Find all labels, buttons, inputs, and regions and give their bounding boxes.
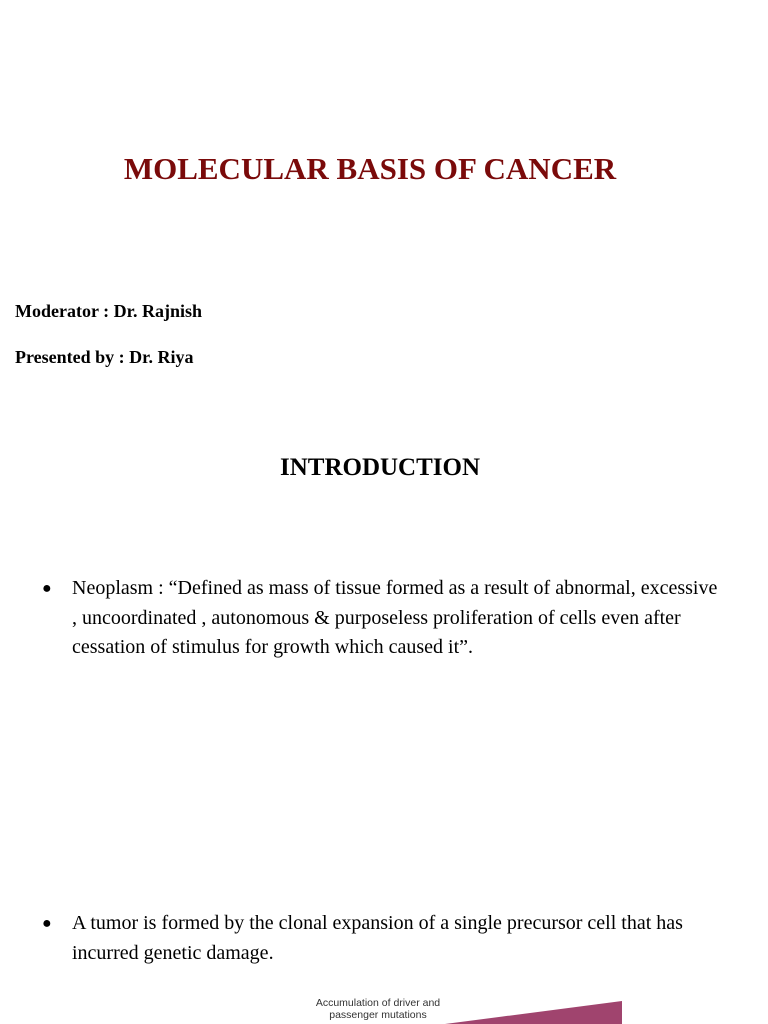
figure-caption — [298, 997, 458, 1021]
bullet-text: Neoplasm : “Defined as mass of tissue formed as a result of abnormal, excessive , uncoordinated , autonomous & purposeless proliferation of cells even after cessation of stimulus for growth which caused it”. — [72, 577, 718, 658]
presenter-credit: Presented by : Dr. Riya — [15, 347, 194, 367]
bullet-item-neoplasm — [42, 574, 722, 663]
bullet-dot-icon: ● — [42, 915, 52, 932]
figure-caption-line2: passenger mutations — [329, 1009, 427, 1021]
page-title: MOLECULAR BASIS OF CANCER — [123, 151, 617, 186]
figure-caption-line1: Accumulation of driver and — [315, 997, 441, 1009]
bullet-dot-icon: ● — [42, 580, 52, 597]
mutation-wedge-shape — [445, 1001, 622, 1024]
mutation-accumulation-figure — [20, 985, 740, 1024]
section-heading-introduction: INTRODUCTION — [279, 454, 481, 481]
moderator-credit: Moderator : Dr. Rajnish — [15, 301, 202, 321]
bullet-item-tumor — [42, 909, 742, 968]
bullet-text: A tumor is formed by the clonal expansion of a single precursor cell that has incurred genetic damage. — [72, 912, 683, 964]
